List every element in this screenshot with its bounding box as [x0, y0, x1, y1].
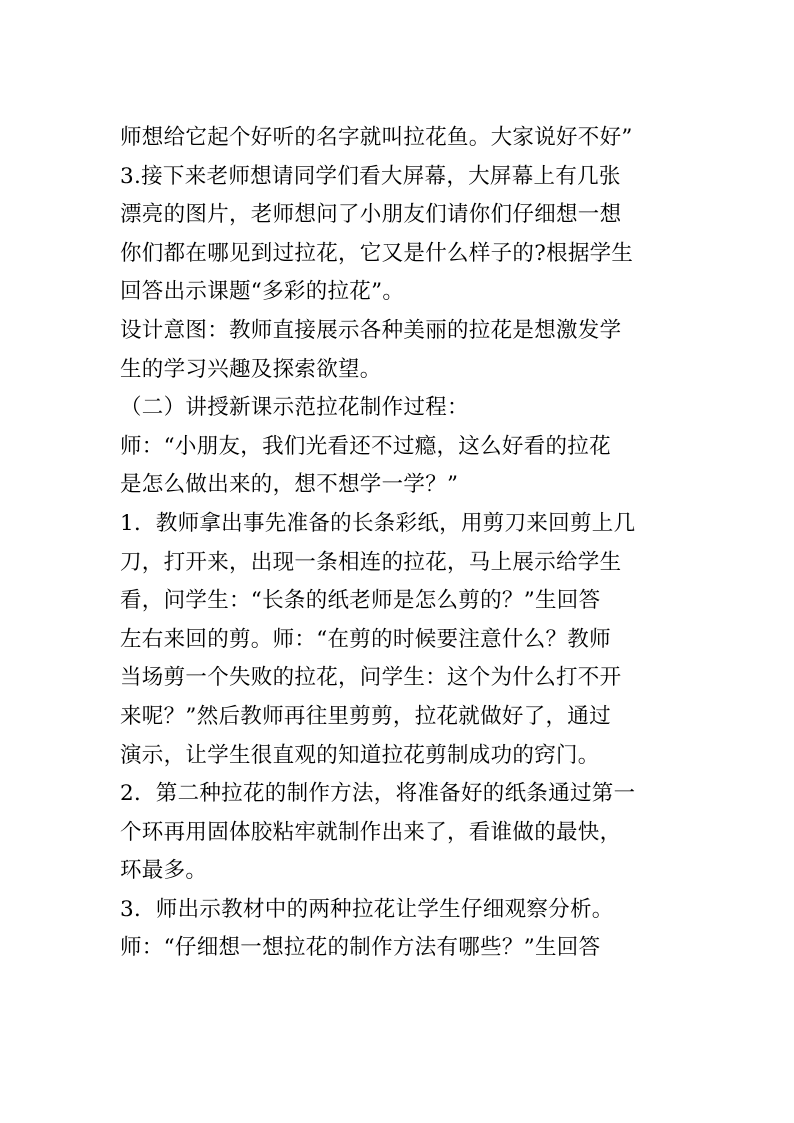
text-line: 1．教师拿出事先准备的长条彩纸，用剪刀来回剪上几	[120, 510, 636, 536]
section-heading: （二）讲授新课示范拉花制作过程：	[120, 395, 469, 421]
document-body	[120, 119, 680, 968]
text-line: 看，问学生：“长条的纸老师是怎么剪的？”生回答	[120, 588, 601, 614]
text-line: 生的学习兴趣及探索欲望。	[120, 356, 382, 382]
text-line: 设计意图：教师直接展示各种美丽的拉花是想激发学	[120, 317, 622, 343]
text-line: 来呢？”然后教师再往里剪剪，拉花就做好了，通过	[120, 703, 611, 729]
text-line: 当场剪一个失败的拉花，问学生：这个为什么打不开	[120, 665, 622, 691]
text-line: 师：“仔细想一想拉花的制作方法有哪些？”生回答	[120, 935, 601, 961]
text-line: 演示，让学生很直观的知道拉花剪制成功的窍门。	[120, 742, 600, 768]
text-line: 你们都在哪见到过拉花，它又是什么样子的?根据学生	[120, 240, 634, 266]
text-line: 师想给它起个好听的名字就叫拉花鱼。大家说好不好”	[120, 125, 633, 150]
text-line: 漂亮的图片，老师想问了小朋友们请你们仔细想一想	[120, 202, 622, 228]
text-line: 刀，打开来，出现一条相连的拉花，马上展示给学生	[120, 549, 622, 575]
text-line: 3．师出示教材中的两种拉花让学生仔细观察分析。	[120, 896, 614, 922]
text-line: 左右来回的剪。师：“在剪的时候要注意什么？教师	[120, 626, 611, 652]
text-line: 个环再用固体胶粘牢就制作出来了，看谁做的最快，	[120, 819, 622, 845]
text-line: 2．第二种拉花的制作方法，将准备好的纸条通过第一	[120, 781, 636, 807]
text-line: 3.接下来老师想请同学们看大屏幕，大屏幕上有几张	[120, 163, 621, 189]
text-line: 回答出示课题“多彩的拉花”。	[120, 279, 405, 305]
text-line: 环最多。	[120, 858, 208, 884]
text-line: 师：“小朋友，我们光看还不过瘾，这么好看的拉花	[120, 433, 611, 459]
text-line: 是怎么做出来的，想不想学一学？”	[120, 472, 459, 498]
